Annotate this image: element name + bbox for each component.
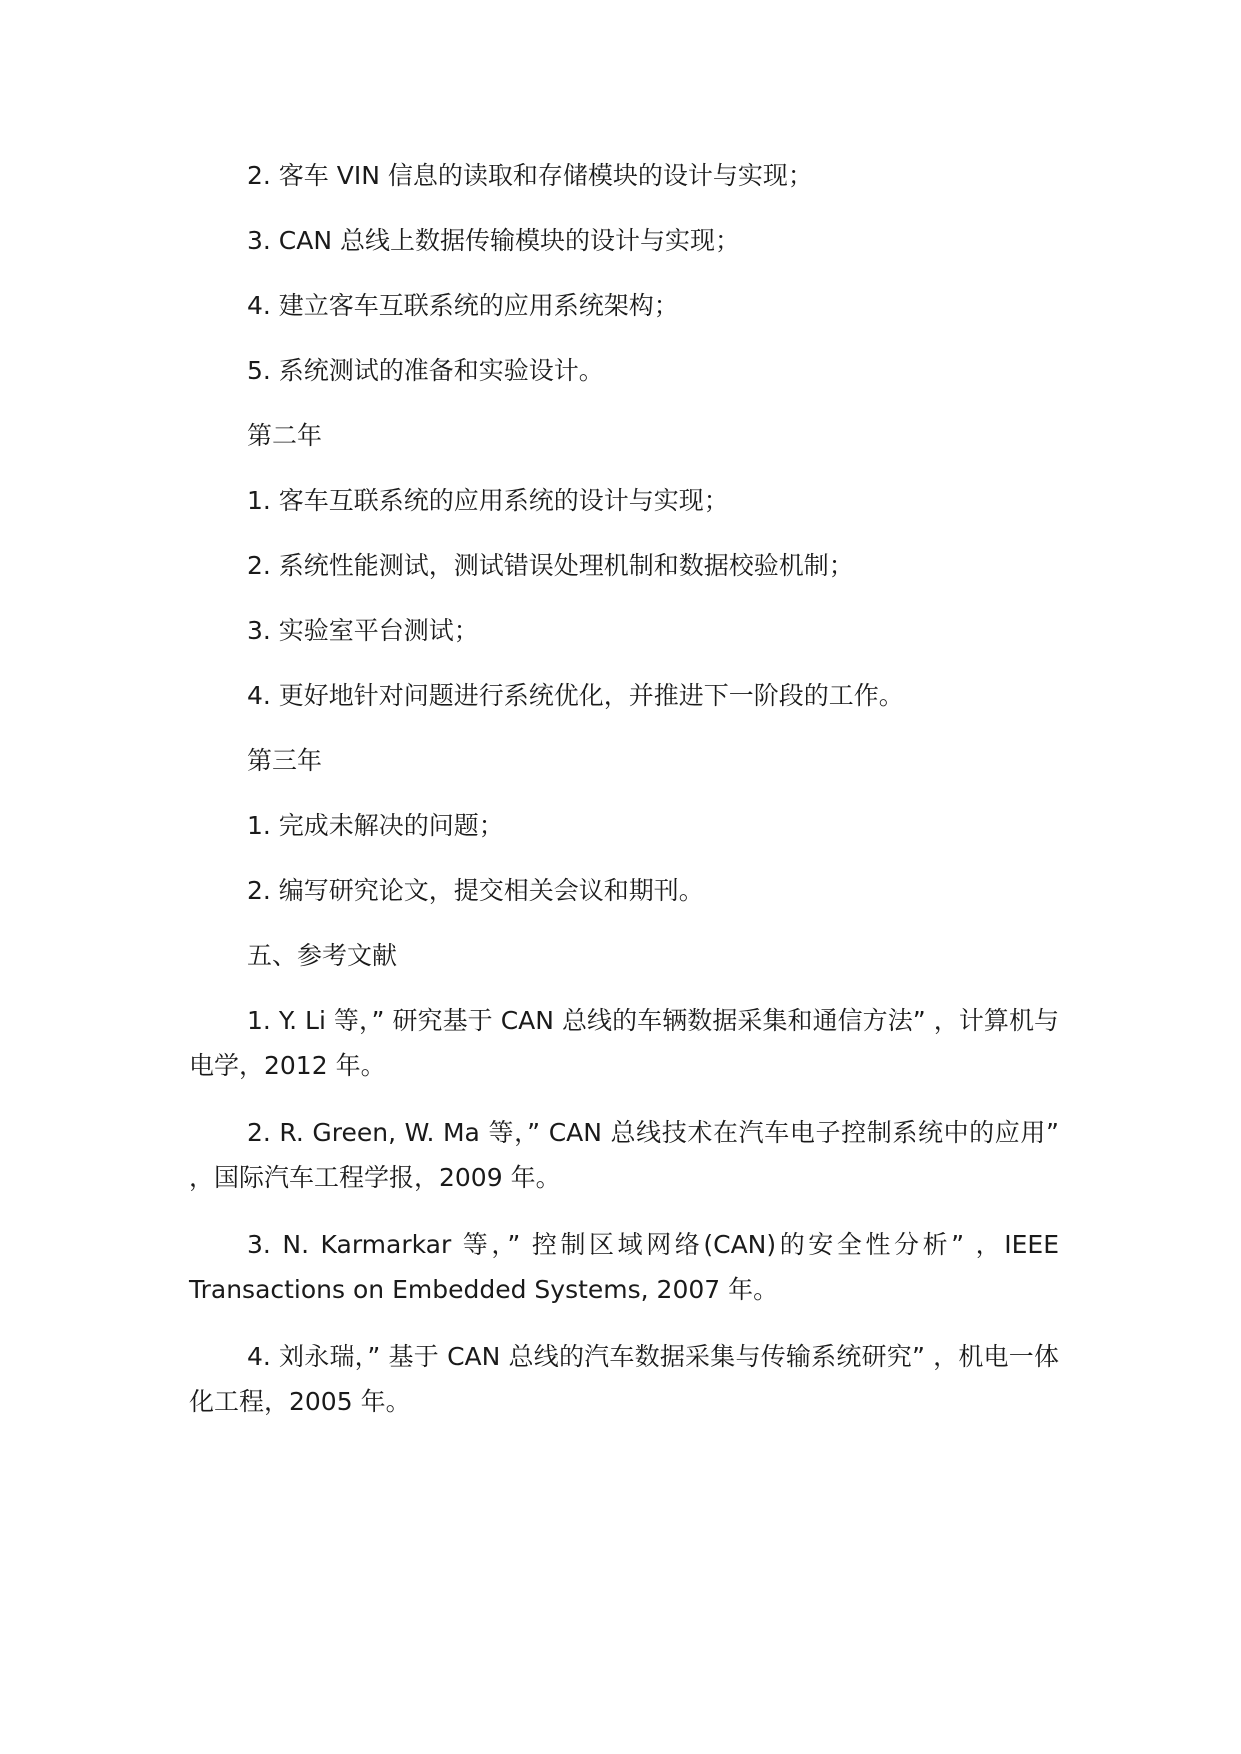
reference-3: 3. N. Karmarkar 等，” 控制区域网络(CAN)的安全性分析” ，IEEE Transactions on Embedded Systems, 2007 年。 [189,1230,1059,1304]
year3-heading: 第三年 [247,746,323,775]
year2-item-1: 1. 客车互联系统的应用系统的设计与实现； [247,486,729,515]
year2-item-4: 4. 更好地针对问题进行系统优化，并推进下一阶段的工作。 [247,681,904,710]
year2-item-2: 2. 系统性能测试，测试错误处理机制和数据校验机制； [247,551,854,580]
reference-2: 2. R. Green, W. Ma 等，” CAN 总线技术在汽车电子控制系统中的应用” ，国际汽车工程学报，2009 年。 [189,1118,1059,1192]
reference-4: 4. 刘永瑞，” 基于 CAN 总线的汽车数据采集与传输系统研究” ，机电一体化工程，2005 年。 [189,1342,1059,1416]
year3-item-1: 1. 完成未解决的问题； [247,811,504,840]
year2-item-3: 3. 实验室平台测试； [247,616,479,645]
year2-heading: 第二年 [247,421,323,450]
year3-item-2: 2. 编写研究论文，提交相关会议和期刊。 [247,876,704,905]
year1-item-3: 3. CAN 总线上数据传输模块的设计与实现； [247,226,741,255]
reference-1: 1. Y. Li 等，” 研究基于 CAN 总线的车辆数据采集和通信方法” ，计算机与电学，2012 年。 [189,1006,1059,1080]
year1-item-4: 4. 建立客车互联系统的应用系统架构； [247,291,679,320]
year1-item-2: 2. 客车 VIN 信息的读取和存储模块的设计与实现； [247,161,813,190]
references-heading: 五、参考文献 [247,941,398,970]
year1-item-5: 5. 系统测试的准备和实验设计。 [247,356,604,385]
